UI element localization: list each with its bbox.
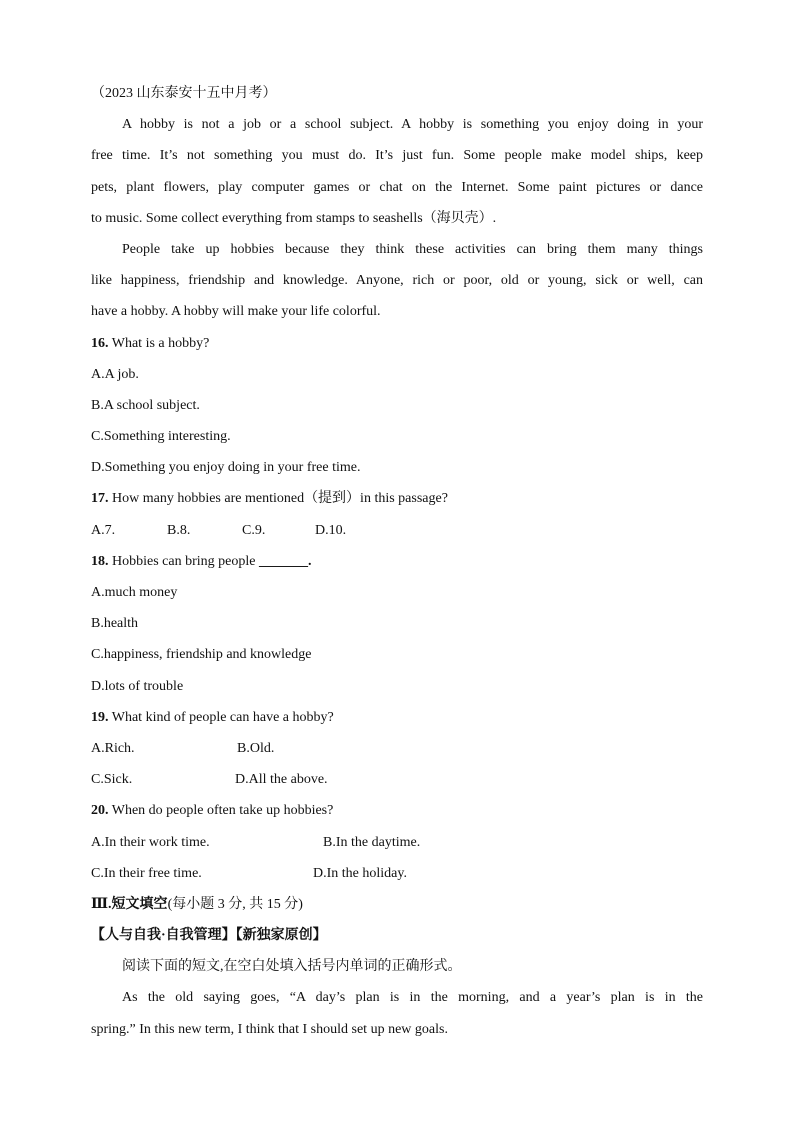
question-16 — [91, 328, 703, 359]
question-20 — [91, 795, 703, 826]
passage-line: spring.” In this new term, I think that I should set up new goals. — [91, 1021, 448, 1037]
section-title: Ⅲ.短文填空 — [91, 896, 168, 912]
worksheet-page — [91, 78, 703, 1045]
question-text: When do people often take up hobbies? — [111, 803, 334, 819]
option-a: A.A job. — [91, 366, 139, 382]
option-b: B.8. — [167, 522, 191, 538]
option-a: A.7. — [91, 522, 116, 538]
section-heading — [91, 889, 703, 920]
passage-line: free time. It’s not something you must do. It’s just fun. Some people make model ships, keep — [91, 148, 703, 164]
option-b: B.In the daytime. — [323, 834, 421, 850]
option-b: B.Old. — [237, 740, 275, 756]
option-c: C.Something interesting. — [91, 429, 231, 445]
question-number: 20. — [91, 803, 109, 819]
option-d: D.lots of trouble — [91, 678, 184, 694]
passage-line: pets, plant flowers, play computer games or chat on the Internet. Some paint pictures or dance — [91, 179, 703, 195]
option-d: D.10. — [315, 522, 347, 538]
option-c: C.happiness, friendship and knowledge — [91, 647, 312, 663]
option-c: C.Sick. — [91, 772, 133, 788]
option-c: C.9. — [242, 522, 266, 538]
option-b: B.health — [91, 616, 139, 632]
option-d: D.Something you enjoy doing in your free time. — [91, 460, 361, 476]
question-number: 16. — [91, 335, 109, 351]
question-number: 17. — [91, 491, 109, 507]
passage-line: People take up hobbies because they think these activities can bring them many things — [122, 241, 703, 257]
passage-line: like happiness, friendship and knowledge. Anyone, rich or poor, old or young, sick or well, can — [91, 273, 703, 289]
question-number: 18. — [91, 553, 109, 569]
option-d: D.All the above. — [235, 772, 328, 788]
option-d: D.In the holiday. — [313, 865, 407, 881]
question-17 — [91, 483, 703, 514]
passage-line: A hobby is not a job or a school subject. A hobby is something you enjoy doing in your — [122, 117, 703, 133]
question-text: How many hobbies are mentioned（提到）in this passage? — [112, 491, 448, 507]
options-row — [91, 515, 703, 546]
question-number: 19. — [91, 709, 109, 725]
options-row — [91, 858, 703, 889]
answer-blank: _______. — [258, 553, 312, 569]
section-score-note: (每小题 3 分, 共 15 分) — [167, 896, 303, 912]
question-18 — [91, 546, 703, 577]
passage-line: have a hobby. A hobby will make your life colorful. — [91, 304, 381, 320]
section-tag: 【人与自我·自我管理】【新独家原创】 — [91, 928, 327, 944]
option-c: C.In their free time. — [91, 865, 202, 881]
question-text: Hobbies can bring people — [112, 553, 256, 569]
options-row — [91, 733, 703, 764]
section-instruction: 阅读下面的短文,在空白处填入括号内单词的正确形式。 — [122, 959, 462, 975]
passage-line: As the old saying goes, “A day’s plan is in the morning, and a year’s plan is in the — [122, 990, 703, 1006]
option-a: A.In their work time. — [91, 834, 210, 850]
option-b: B.A school subject. — [91, 397, 200, 413]
question-text: What kind of people can have a hobby? — [111, 709, 334, 725]
option-a: A.much money — [91, 585, 178, 600]
question-text: What is a hobby? — [111, 335, 210, 351]
options-row — [91, 764, 703, 795]
passage-line: to music. Some collect everything from stamps to seashells（海贝壳）. — [91, 210, 497, 226]
question-19 — [91, 702, 703, 733]
options-row — [91, 827, 703, 858]
source-note: （2023 山东泰安十五中月考） — [91, 86, 277, 101]
option-a: A.Rich. — [91, 740, 135, 756]
